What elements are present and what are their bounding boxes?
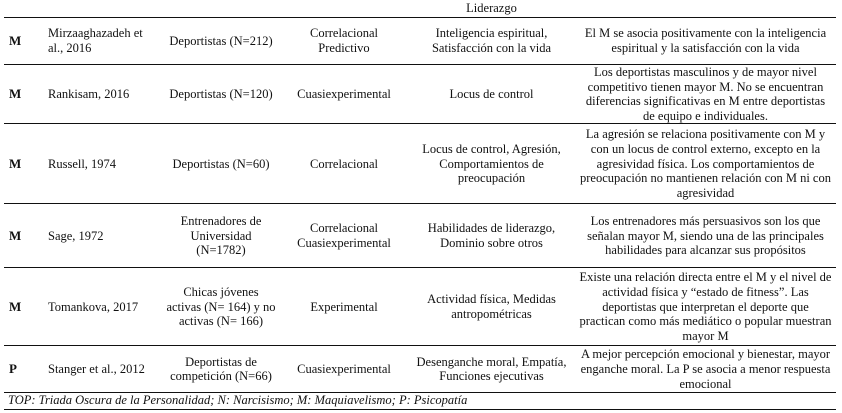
design-cell: Correlacional Predictivo [280, 18, 408, 65]
previous-row-fragment: Liderazgo [466, 1, 517, 15]
results-cell: Existe una relación directa entre el M y el nivel de actividad física y “estado de fitness”. Las deportistas que interpretan el deporte que practican como más mediático o popular muestran mayor M [575, 268, 836, 346]
author-cell: Russell, 1974 [45, 124, 162, 204]
variables-cell: Inteligencia espiritual, Satisfacción con la vida [408, 18, 575, 65]
variables-cell: Habilidades de liderazgo, Dominio sobre otros [408, 204, 575, 268]
trait-cell: M [4, 18, 45, 65]
variables-cell: Actividad física, Medidas antropométricas [408, 268, 575, 346]
table-row [4, 18, 836, 65]
results-cell: El M se asocia positivamente con la inteligencia espiritual y la satisfacción con la vida [575, 18, 836, 65]
results-cell: Los entrenadores más persuasivos son los que señalan mayor M, siendo una de las principales habilidades para alcanzar sus propósitos [575, 204, 836, 268]
trait-cell: P [4, 346, 45, 393]
design-cell: Correlacional Cuasiexperimental [280, 204, 408, 268]
results-cell: Los deportistas masculinos y de mayor nivel competitivo tienen mayor M. No se encuentran diferencias significativas en M entre deportistas de equipo e individuales. [575, 65, 836, 124]
literature-table [4, 17, 836, 393]
design-cell: Cuasiexperimental [280, 65, 408, 124]
sample-cell: Deportistas (N=60) [162, 124, 280, 204]
trait-cell: M [4, 268, 45, 346]
variables-cell: Locus de control [408, 65, 575, 124]
results-cell: A mejor percepción emocional y bienestar, mayor enganche moral. La P se asocia a menor respuesta emocional [575, 346, 836, 393]
table-footnote: TOP: Triada Oscura de la Personalidad; N: Narcisismo; M: Maquiavelismo; P: Psicopatía [4, 392, 836, 410]
author-cell: Rankisam, 2016 [45, 65, 162, 124]
variables-cell: Desenganche moral, Empatía, Funciones ejecutivas [408, 346, 575, 393]
trait-cell: M [4, 65, 45, 124]
author-cell: Stanger et al., 2012 [45, 346, 162, 393]
sample-cell: Deportistas (N=120) [162, 65, 280, 124]
variables-cell: Locus de control, Agresión, Comportamientos de preocupación [408, 124, 575, 204]
author-cell: Sage, 1972 [45, 204, 162, 268]
sample-cell: Deportistas de competición (N=66) [162, 346, 280, 393]
design-cell: Experimental [280, 268, 408, 346]
table-row [4, 268, 836, 346]
table-row [4, 124, 836, 204]
trait-cell: M [4, 204, 45, 268]
table-row [4, 65, 836, 124]
design-cell: Cuasiexperimental [280, 346, 408, 393]
trait-cell: M [4, 124, 45, 204]
results-cell: La agresión se relaciona positivamente con M y con un locus de control externo, excepto en la agresividad física. Los comportamientos de preocupación no mantienen relación con M ni con agresividad [575, 124, 836, 204]
sample-cell: Chicas jóvenes activas (N= 164) y no activas (N= 166) [162, 268, 280, 346]
table-row [4, 204, 836, 268]
author-cell: Tomankova, 2017 [45, 268, 162, 346]
sample-cell: Deportistas (N=212) [162, 18, 280, 65]
design-cell: Correlacional [280, 124, 408, 204]
sample-cell: Entrenadores de Universidad (N=1782) [162, 204, 280, 268]
author-cell: Mirzaaghazadeh et al., 2016 [45, 18, 162, 65]
table-row [4, 346, 836, 393]
